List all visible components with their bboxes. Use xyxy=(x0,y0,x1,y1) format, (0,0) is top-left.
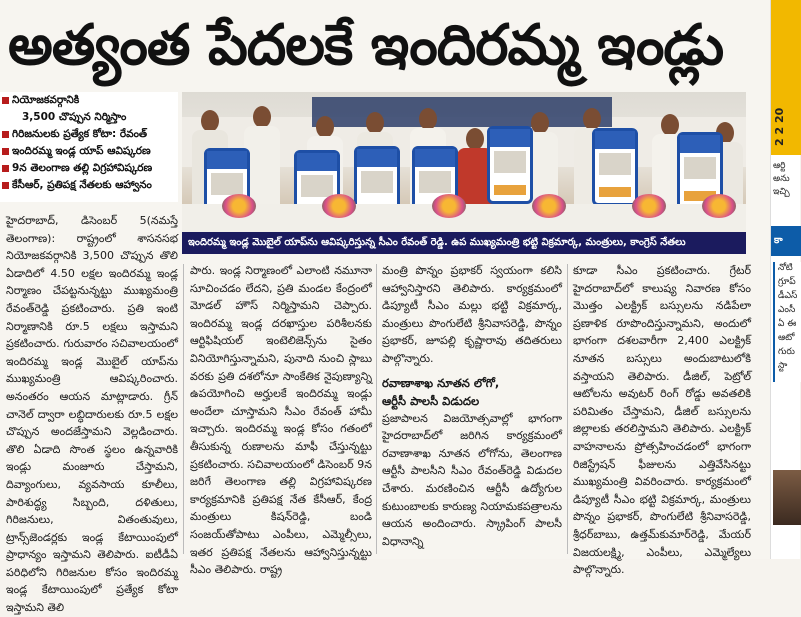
app-poster xyxy=(487,126,533,204)
app-poster xyxy=(592,128,638,206)
strip-card: నోటి గ్రూప్ డీఎస్ ఎంసీ ఏ ఈ ఆటో గురు స్టా xyxy=(773,262,801,382)
highlight-item: కేసీఆర్, ప్రతిపక్ష నేతలకు ఆహ్వానం xyxy=(0,177,178,194)
bullet-marker-icon xyxy=(2,148,9,155)
flower-bouquet xyxy=(322,194,356,218)
flower-bouquet xyxy=(432,194,466,218)
photo-caption: ఇందిరమ్మ ఇండ్ల మొబైల్ యాప్‌ను ఆవిష్కరిస్తున్న సీఎం రేవంత్ రెడ్డి. ఉప ముఖ్యమంత్రి భట్టి విక్రమార్క, మంత్రులు, కాంగ్రెస్ నేతలు xyxy=(182,232,746,254)
highlight-item: నియోజకవర్గానికి xyxy=(0,92,178,109)
article-column-3 xyxy=(382,262,562,557)
bullet-marker-icon xyxy=(2,165,9,172)
strip-photo xyxy=(773,470,801,525)
strip-text: ఆర్టి xyxy=(773,161,786,171)
highlight-item: గిరిజనులకు ప్రత్యేక కోటా: రేవంత్ xyxy=(0,126,178,143)
adjacent-page-strip xyxy=(770,0,800,559)
article-paragraph: మంత్రి పొన్నం ప్రభాకర్ స్వయంగా కలిసి ఆహ్వానిస్తారని తెలిపారు. కార్యక్రమంలో డిప్యూటీ సీఎం మల్లు భట్టి విక్రమార్క, మంత్రులు పొంగులేటి శ్రీనివాసరెడ్డి, పొన్నం ప్రభాకర్, జూపల్లి కృష్ణారావు తదితరులు పాల్గొన్నారు. xyxy=(382,264,562,365)
bullet-marker-icon xyxy=(2,131,9,138)
highlight-item: 9న తెలంగాణ తల్లి విగ్రహావిష్కరణ xyxy=(0,160,178,177)
article-paragraph: హైదరాబాద్, డిసెంబర్ 5(నమస్తే తెలంగాణ): రాష్ట్రంలో శాసనసభ నియోజకవర్గానికి 3,500 చొప్పున తొలి ఏడాదిలో 4.50 లక్షల ఇందిరమ్మ ఇండ్ల నిర్మాణం చేపట్టనున్నట్టు ముఖ్యమంత్రి రేవంత్‌రెడ్డి ప్రకటించారు. ప్రతి ఇంటి నిర్మాణానికి రూ.5 లక్షలు ఇస్తామని ప్రకటించారు. గురువారం సచివాలయంలో ఇందిరమ్మ ఇండ్ల మొబైల్ యాప్‌ను ముఖ్యమంత్రి ఆవిష్కరించారు. అనంతరం ఆయన మాట్లాడారు. గ్రీన్ చానెల్ ద్వారా లబ్ధిదారులకు రూ.5 లక్షల చొప్పున అందజేస్తామని వెల్లడించారు. తొలి ఏడాది సొంత స్థలం ఉన్నవారికి ఇండ్లు మంజూరు చేస్తామని, దివ్యాంగులు, వ్యవసాయ కూలీలు, పారిశుద్ధ్య సిబ్బంది, దళితులు, గిరిజనులు, వితంతువులు, ట్రాన్స్‌జెండర్లకు ఇండ్ల కేటాయింపులో ప్రాధాన్యం ఇస్తామని తెలిపారు. ఐటీడీఏ పరిధిలోని గిరిజనుల కోసం ఇందిరమ్మ ఇండ్ల కేటాయింపులో ప్రత్యేక కోటా ఇస్తామని తెలి xyxy=(6,214,178,615)
article-column-1 xyxy=(6,212,178,615)
column-divider xyxy=(183,264,184,554)
flower-bouquet xyxy=(222,194,256,218)
flower-bouquet xyxy=(702,194,736,218)
news-photo xyxy=(182,92,746,232)
article-column-2 xyxy=(190,262,372,577)
highlight-item-continued: 3,500 చొప్పున నిర్మిస్తాం xyxy=(22,111,127,123)
bullet-marker-icon xyxy=(2,182,9,189)
highlight-item: ఇందిరమ్మ ఇండ్ల యాప్ ఆవిష్కరణ xyxy=(0,143,178,160)
strip-text: అను xyxy=(773,174,790,184)
bullet-marker-icon xyxy=(2,97,9,104)
strip-text: ఇచ్చి xyxy=(773,187,790,197)
column-divider xyxy=(567,264,568,554)
adjacent-page-banner: 2 2 20 xyxy=(771,0,801,155)
flower-bouquet xyxy=(632,194,666,218)
article-paragraph: ప్రజాపాలన విజయోత్సవాల్లో భాగంగా హైదరాబాద్‌లో జరిగిన కార్యక్రమంలో రవాణాశాఖ నూతన లోగోను, తెలంగాణ ఆర్టీసీ పాలసీని సీఎం రేవంత్‌రెడ్డి విడుదల చేశారు. మరణించిన ఆర్టీసీ ఉద్యోగుల కుటుంబాలకు కారుణ్య నియామకపత్రాలను ఆయన అందించారు. స్క్రాపింగ్ పాలసీ విధానాన్ని xyxy=(382,411,562,548)
column-divider xyxy=(376,264,377,554)
subheading: ఆర్టీసీ పాలసీ విడుదల xyxy=(382,393,480,408)
subheading: రవాణాశాఖ నూతన లోగో, xyxy=(382,375,500,390)
article-column-4 xyxy=(573,262,751,577)
flower-bouquet xyxy=(532,194,566,218)
article-paragraph: పారు. ఇండ్ల నిర్మాణంలో ఎలాంటి నమూనా సూచించడం లేదని, ప్రతి మండల కేంద్రంలో మోడల్ హౌస్ నిర్మిస్తామని చెప్పారు. ఇందిరమ్మ ఇండ్ల దరఖాస్తుల పరిశీలనకు ఆర్టిఫిషియల్ ఇంటెలిజెన్స్‌ను సైతం వినియోగిస్తున్నామని, పునాది నుంచి స్లాబు వరకు ప్రతి దశలోనూ సాంకేతిక నైపుణ్యాన్ని ఉపయోగించి అర్హులకే ఇందిరమ్మ ఇండ్లు అందేలా చూస్తామని సీఎం రేవంత్ హామీ ఇచ్చారు. ఇందిరమ్మ ఇండ్ల కోసం గతంలో తీసుకున్న రుణాలను మాఫీ చేస్తున్నట్టు ప్రకటించారు. సచివాలయంలో డిసెంబర్ 9న జరిగే తెలంగాణ తల్లి విగ్రహావిష్కరణ కార్యక్రమానికి ప్రతిపక్ష నేత కేసీఆర్, కేంద్ర మంత్రులు కిషన్‌రెడ్డి, బండి సంజయ్‌తోపాటు ఎంపీలు, ఎమ్మెల్సీలు, ఇతర ప్రతిపక్ష నేతలను ఆహ్వానిస్తున్నట్టు సీఎం తెలిపారు. రాష్ట్ర xyxy=(190,264,372,577)
article-paragraph: కూడా సీఎం ప్రకటించారు. గ్రేటర్ హైదరాబాద్‌లో కాలుష్య నివారణ కోసం మొత్తం ఎలక్ట్రిక్ బస్సులను నడిపేలా ప్రణాళిక రూపొందిస్తున్నామని, అందులో భాగంగా దశలవారీగా 2,400 ఎలక్ట్రిక్ నూతన బస్సులు అందుబాటులోకి వస్తాయని తెలిపారు. డీజిల్, పెట్రోల్ ఆటోలను అవుటర్ రింగ్ రోడ్డు అవతలికి పరిమితం చేస్తామని, డీజిల్ బస్సులను జిల్లాలకు తరలిస్తామని తెలిపారు. ఎలక్ట్రిక్ వాహనాలను ప్రోత్సహించడంలో భాగంగా రిజిస్ట్రేషన్ ఫీజులను ఎత్తివేసినట్టు ముఖ్యమంత్రి వివరించారు. కార్యక్రమంలో డిప్యూటీ సీఎం భట్టి విక్రమార్క, మంత్రులు పొన్నం ప్రభాకర్, పొంగులేటి శ్రీనివాసరెడ్డి, శ్రీధర్‌బాబు, ఉత్తమ్‌కుమార్‌రెడ్డి, మేయర్ విజయలక్ష్మి, ఎంపీలు, ఎమ్మెల్యేలు పాల్గొన్నారు. xyxy=(573,264,751,577)
highlights-box xyxy=(0,92,178,202)
headline: అత్యంత పేదలకే ఇందిరమ్మ ఇండ్లు xyxy=(8,13,724,78)
strip-section-label: కా xyxy=(771,226,801,256)
